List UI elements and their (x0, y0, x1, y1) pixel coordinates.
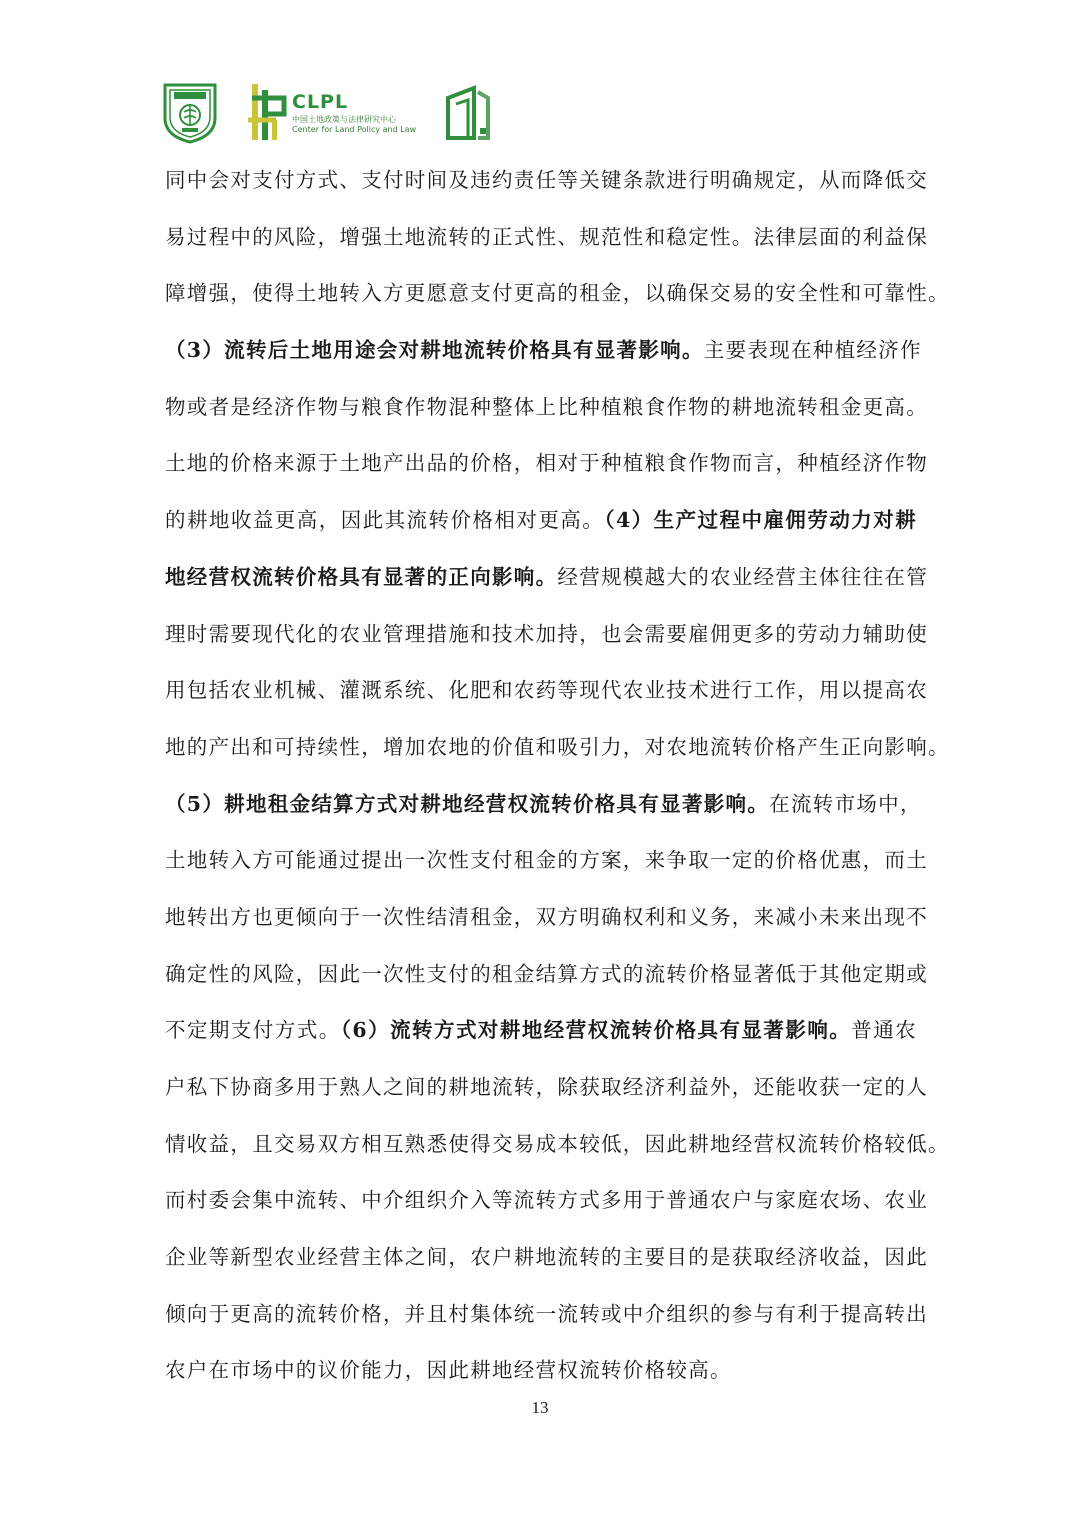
bold-finding-3: （3）流转后土地用途会对耕地流转价格具有显著影响。 (165, 338, 704, 363)
clpl-logo-chinese-name: 中国土地政策与法律研究中心 (292, 115, 396, 124)
text-line (165, 1002, 917, 1059)
text-span: 不定期支付方式。 (165, 1018, 341, 1043)
clpl-logo-name: CLPL (292, 91, 349, 113)
text-line: 用包括农业机械、灌溉系统、化肥和农药等现代农业技术进行工作，用以提高农 (165, 678, 928, 703)
text-line: 农户在市场中的议价能力，因此耕地经营权流转价格较高。 (165, 1358, 732, 1383)
university-seal-logo (162, 82, 218, 144)
text-span: 主要表现在种植经济作 (703, 338, 922, 363)
text-span: 在流转市场中， (769, 791, 922, 816)
bold-finding-4: （4）生产过程中雇佣劳动力对耕 (604, 508, 918, 533)
text-span: 经营规模越大的农业经营主体往往在管 (557, 564, 929, 589)
clpl-emblem-icon (246, 80, 292, 146)
text-line: 地的产出和可持续性，增加农地的价值和吸引力，对农地流转价格产生正向影响。 (165, 734, 950, 759)
text-line (165, 776, 922, 833)
text-line: 情收益，且交易双方相互熟悉使得交易成本较低，因此耕地经营权流转价格较低。 (165, 1131, 950, 1156)
building-logo (444, 84, 492, 142)
text-line: 土地的价格来源于土地产出品的价格，相对于种植粮食作物而言，种植经济作物 (165, 451, 928, 476)
text-line: 同中会对支付方式、支付时间及违约责任等关键条款进行明确规定，从而降低交 (165, 168, 928, 192)
text-line: 障增强，使得土地转入方更愿意支付更高的租金，以确保交易的安全性和可靠性。 (165, 281, 950, 306)
document-body (165, 152, 950, 1399)
clpl-logo-english-name: Center for Land Policy and Law (292, 125, 417, 134)
clpl-logo (246, 80, 426, 146)
text-line: 易过程中的风险，增强土地流转的正式性、规范性和稳定性。法律层面的利益保 (165, 224, 928, 249)
text-line: 户私下协商多用于熟人之间的耕地流转，除获取经济利益外，还能收获一定的人 (165, 1075, 928, 1099)
text-line: 土地转入方可能通过提出一次性支付租金的方案，来争取一定的价格优惠，而土 (165, 848, 928, 873)
text-span: 普通农 (851, 1018, 917, 1043)
text-line: 企业等新型农业经营主体之间，农户耕地流转的主要目的是获取经济收益，因此 (165, 1245, 928, 1270)
text-line: 而村委会集中流转、中介组织介入等流转方式多用于普通农户与家庭农场、农业 (165, 1188, 928, 1213)
text-line: 物或者是经济作物与粮食作物混种整体上比种植粮食作物的耕地流转租金更高。 (165, 394, 928, 419)
bold-finding-4-cont: 地经营权流转价格具有显著的正向影响。 (165, 564, 558, 589)
text-span: 的耕地收益更高，因此其流转价格相对更高。 (165, 508, 605, 533)
text-line: 地转出方也更倾向于一次性结清租金，双方明确权利和义务，来减小未来出现不 (165, 904, 928, 929)
text-line: 确定性的风险，因此一次性支付的租金结算方式的流转价格显著低于其他定期或 (165, 961, 928, 986)
bold-finding-6: （6）流转方式对耕地经营权流转价格具有显著影响。 (340, 1018, 852, 1043)
text-line (165, 549, 929, 606)
text-line (165, 492, 917, 549)
text-line (165, 322, 922, 379)
bold-finding-5: （5）耕地租金结算方式对耕地经营权流转价格具有显著影响。 (165, 791, 770, 816)
text-line: 理时需要现代化的农业管理措施和技术加持，也会需要雇佣更多的劳动力辅助使 (165, 621, 928, 646)
page-number: 13 (531, 1398, 549, 1417)
text-line: 倾向于更高的流转价格，并且村集体统一流转或中介组织的参与有利于提高转出 (165, 1301, 928, 1326)
